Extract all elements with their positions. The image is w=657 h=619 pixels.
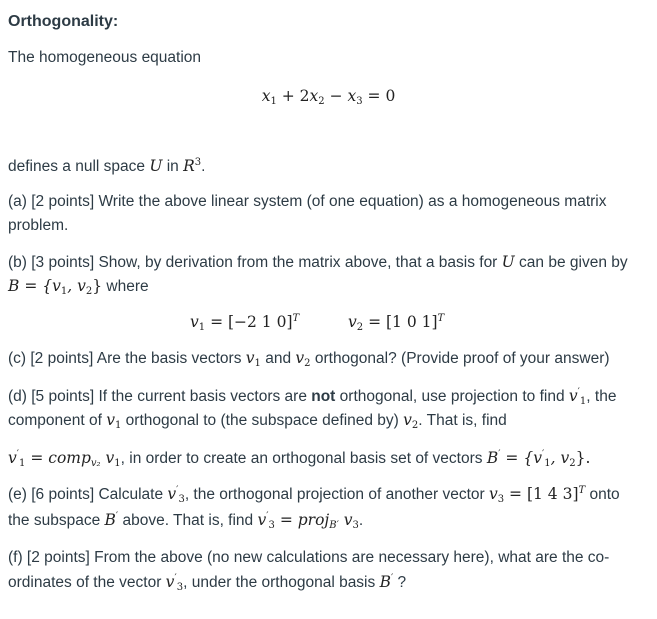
- nullspace-text: defines a null space U in $R^3$.: [8, 157, 206, 175]
- question-d-line1: (d) [5 points] If the current basis vectors are not orthogonal, use projection to find $v'_1$, the: [8, 387, 617, 407]
- question-f-line2: ordinates of the vector $v'_3$, under the orthogonal basis B′ ?: [8, 573, 407, 593]
- equation: $x_1 + 2x_2 - x_3 = 0$: [261, 87, 396, 107]
- question-b-line2: $B = \{v_1$, $v_2$} where: [8, 277, 149, 297]
- question-a-line2: problem.: [8, 217, 69, 234]
- question-d-line3: $v'_1$ = comp$_{v_2}$ $v_1$, in order to create an orthogonal basis set of vectors $B' = \{v'_1$, $v_2$}.: [8, 449, 591, 469]
- basis-vector-v2: $v_2 = [1$ 0 1]$^T$: [348, 313, 445, 333]
- question-a-line1: (a) [2 points] Write the above linear system (of one equation) as a homogeneous matrix: [8, 193, 607, 210]
- question-b-line1: (b) [3 points] Show, by derivation from the matrix above, that a basis for U can be given by: [8, 253, 628, 271]
- question-e-line2: the subspace B′ above. That is, find $v'_3$ = proj$_{B'}$ $v_3$.: [8, 511, 364, 531]
- question-c: (c) [2 points] Are the basis vectors $v_1$ and $v_2$ orthogonal? (Provide proof of your answer): [8, 349, 610, 369]
- basis-vector-v1: $v_1 = [-2$ 1 0]$^T$: [190, 313, 300, 333]
- question-e-line1: (e) [6 points] Calculate $v'_3$, the orthogonal projection of another vector $v_3 = [1$ 4 3]$^T$ onto: [8, 485, 620, 505]
- section-title: Orthogonality:: [8, 13, 119, 30]
- question-d-line2: component of $v_1$ orthogonal to (the subspace defined by) $v_2$. That is, find: [8, 411, 507, 431]
- intro-text: The homogeneous equation: [8, 49, 202, 66]
- question-f-line1: (f) [2 points] From the above (no new calculations are necessary here), what are the co-: [8, 549, 610, 566]
